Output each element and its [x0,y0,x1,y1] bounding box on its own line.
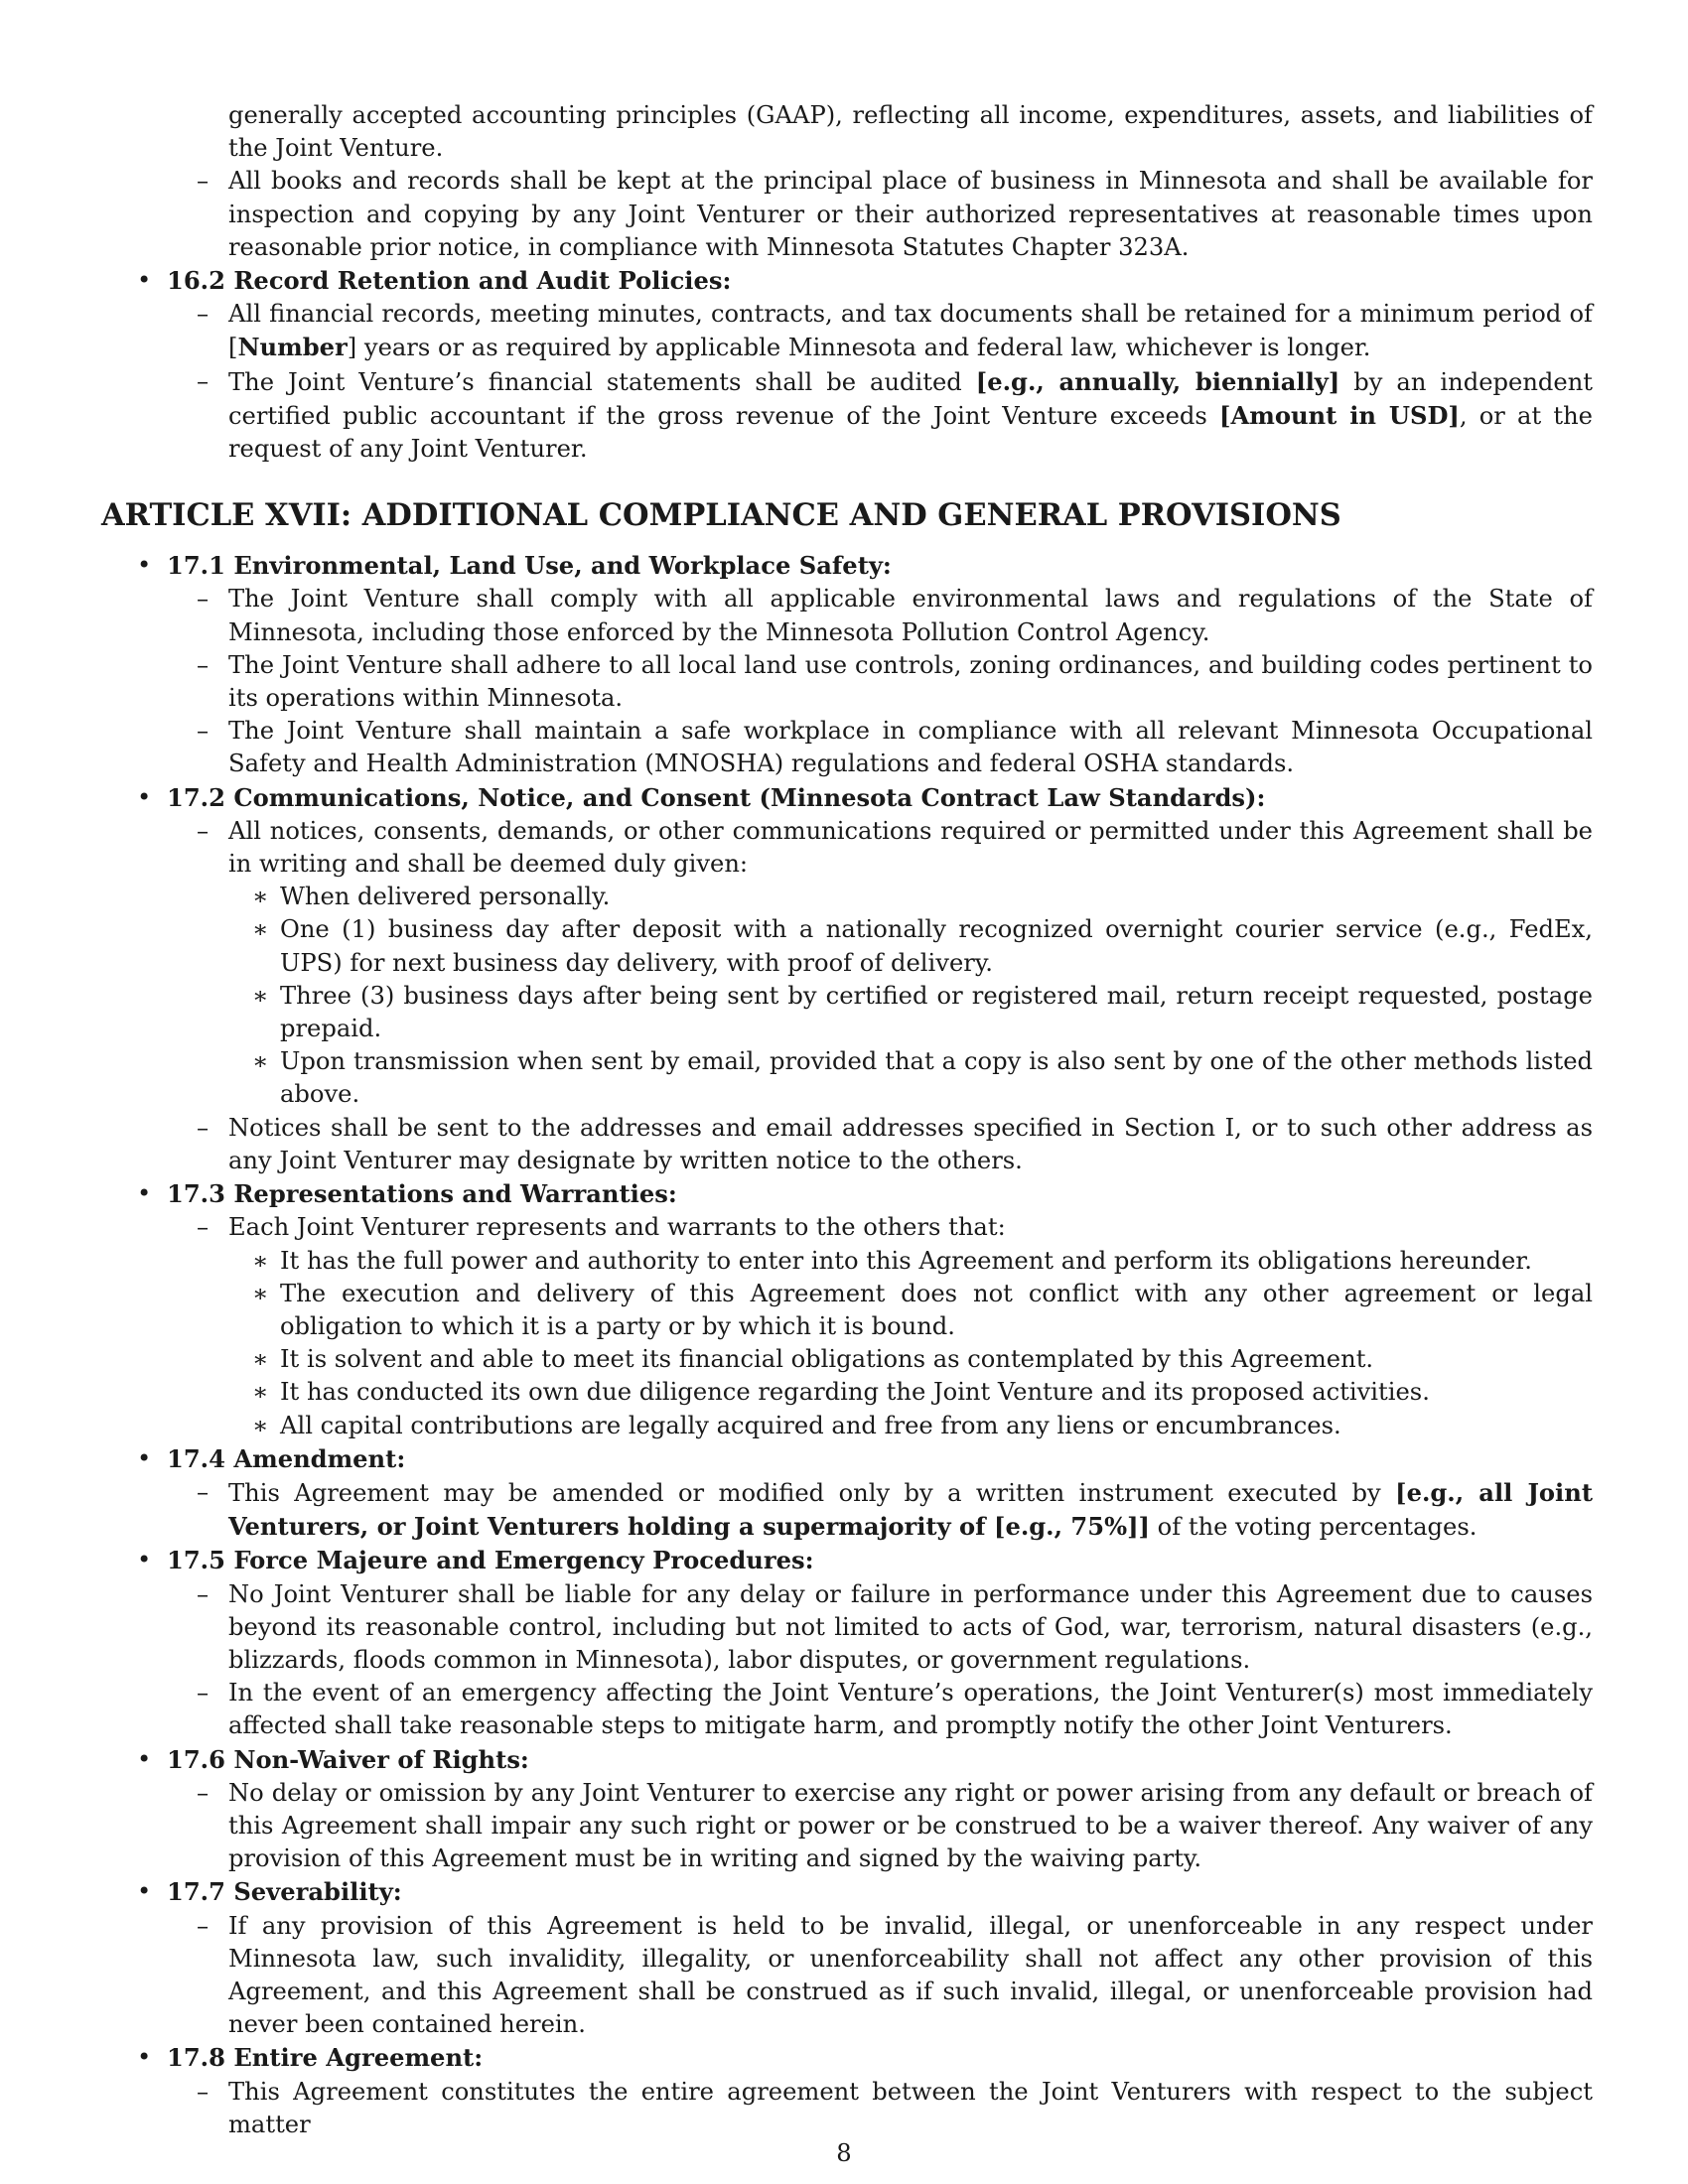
list-item-text: The Joint Venture shall comply with all applicable environmental laws and regulations of the State of Minnesota, including those enforced by the Minnesota Pollution Control Agency. [228,585,1593,646]
article-heading: ARTICLE XVII: ADDITIONAL COMPLIANCE AND GENERAL PROVISIONS [101,497,1341,534]
dash-marker: – [197,1113,210,1142]
bullet-marker: • [137,266,152,295]
list-item-text: The Joint Venture’s financial statements shall be audited [e.g., annually, biennially] by an independent certified public accountant if the gross revenue of the Joint Venture exceeds [Amount in USD], or at the request of any Joint Venturer. [228,366,1593,464]
bullet-marker: • [137,1443,152,1472]
sub-list-item-text: It is solvent and able to meet its financial obligations as contemplated by this Agreement. [280,1345,1374,1374]
section-17-2 [101,781,1593,815]
section-17-1 [101,549,1593,583]
list-item-text: The Joint Venture shall adhere to all local land use controls, zoning ordinances, and building codes pertinent to its operations within Minnesota. [228,650,1593,713]
section-17-5 [101,1544,1593,1577]
sub-list-item [101,980,1593,1045]
star-marker: ∗ [252,1378,269,1407]
star-marker: ∗ [252,883,269,911]
list-item [101,298,1593,364]
list-item [101,2076,1593,2141]
section-17-3 [101,1177,1593,1211]
list-item-text: In the event of an emergency affecting the Joint Venture’s operations, the Joint Venturer(s) most immediately affected shall take reasonable steps to mitigate harm, and promptly notify the other Joint Venturers. [228,1679,1593,1740]
section-17-4 [101,1442,1593,1476]
list-item [101,1677,1593,1742]
sub-list-item-text: When delivered personally. [280,883,611,911]
list-item-text: No delay or omission by any Joint Venturer to exercise any right or power arising from any default or breach of this Agreement shall impair any such right or power or be construed to be a waiver thereof. Any waiver of any provision of this Agreement must be in writing and signed by the waiving party. [228,1778,1593,1873]
dash-marker: – [197,1579,210,1608]
list-item [101,165,1593,264]
dash-marker: – [197,1477,210,1506]
section-17-8 [101,2041,1593,2075]
list-item [101,649,1593,715]
section-title: 17.4 Amendment: [167,1443,406,1473]
bullet-marker: • [137,1877,152,1906]
star-marker: ∗ [252,1411,269,1439]
dash-marker: – [197,816,210,845]
sub-list-item [101,881,1593,913]
star-marker: ∗ [252,1047,269,1076]
bullet-marker: • [137,782,152,811]
sub-list-item-text: It has the full power and authority to enter into this Agreement and perform its obligations hereunder. [280,1246,1532,1275]
bullet-marker: • [137,1179,152,1208]
list-item-text: No Joint Venturer shall be liable for any delay or failure in performance under this Agreement due to causes beyond its reasonable control, including but not limited to acts of God, war, terrorism, natural disasters (e.g., blizzards, floods common in Minnesota), labor disputes, or government regulations. [228,1579,1593,1674]
list-item-text: Each Joint Venturer represents and warrants to the others that: [228,1213,1006,1242]
list-item [101,583,1593,648]
sub-list-item [101,913,1593,979]
section-title: 17.2 Communications, Notice, and Consent (Minnesota Contract Law Standards): [167,782,1266,812]
list-item-text: All books and records shall be kept at the principal place of business in Minnesota and shall be available for inspection and copying by any Joint Venturer or their authorized representatives at reasonable times upon reasonable prior notice, in compliance with Minnesota Statutes Chapter 323A. [228,167,1593,261]
list-item [101,1211,1593,1244]
sub-list-item-text: Three (3) business days after being sent by certified or registered mail, return receipt requested, postage prepaid. [280,981,1593,1043]
list-item [101,1777,1593,1876]
list-item-text: If any provision of this Agreement is held to be invalid, illegal, or unenforceable in any respect under Minnesota law, such invalidity, illegality, or unenforceability shall not affect any other provision of this Agreement, and this Agreement shall be construed as if such invalid, illegal, or unenforceable provision had never been contained herein. [228,1911,1593,2039]
dash-marker: – [197,585,210,614]
star-marker: ∗ [252,1246,269,1275]
section-title: 17.3 Representations and Warranties: [167,1179,677,1209]
dash-marker: – [197,2077,210,2106]
dash-marker: – [197,1911,210,1940]
continued-paragraph: generally accepted accounting principles (GAAP), reflecting all income, expenditures, assets, and liabilities of the Joint Venture. [228,101,1593,163]
placeholder-field: [Amount in USD] [1219,400,1460,430]
list-item-text: Notices shall be sent to the addresses and email addresses specified in Section I, or to such other address as any Joint Venturer may designate by written notice to the others. [228,1113,1593,1174]
sub-list-item [101,1278,1593,1343]
document-page [101,99,1593,2141]
bullet-marker: • [137,1546,152,1574]
list-item [101,1578,1593,1678]
dash-marker: – [197,650,210,679]
section-17-7 [101,1875,1593,1909]
sub-list-item-text: One (1) business day after deposit with a nationally recognized overnight courier service (e.g., FedEx, UPS) for next business day delivery, with proof of delivery. [280,915,1593,977]
list-item [101,1476,1593,1544]
section-title: 17.1 Environmental, Land Use, and Workplace Safety: [167,551,892,581]
bullet-marker: • [137,1744,152,1773]
sub-list-item-text: The execution and delivery of this Agreement does not conflict with any other agreement or legal obligation to which it is a party or by which it is bound. [280,1279,1593,1340]
dash-marker: – [197,1778,210,1807]
placeholder-field: [e.g., all Joint Venturers, or Joint Venturers holding a supermajority of [e.g., 75%]] [228,1477,1593,1542]
dash-marker: – [197,300,210,329]
placeholder-field: Number [237,333,348,362]
star-marker: ∗ [252,981,269,1010]
sub-list-item [101,1245,1593,1278]
section-17-6 [101,1743,1593,1777]
page-number: 8 [836,2139,852,2167]
sub-list-item-text: It has conducted its own due diligence regarding the Joint Venture and its proposed activities. [280,1378,1430,1407]
sub-list-item [101,1343,1593,1376]
list-item [101,365,1593,467]
bullet-marker: • [137,551,152,580]
list-item [101,1112,1593,1177]
list-item-text: The Joint Venture shall maintain a safe workplace in compliance with all relevant Minnesota Occupational Safety and Health Administration (MNOSHA) regulations and federal OSHA standards. [228,717,1593,778]
list-item-text: This Agreement constitutes the entire agreement between the Joint Venturers with respect to the subject matter [228,2077,1593,2138]
star-marker: ∗ [252,1279,269,1307]
sub-list-item [101,1045,1593,1111]
bullet-marker: • [137,2043,152,2072]
list-item [101,1910,1593,2042]
section-title: 17.7 Severability: [167,1877,402,1907]
section-title: 17.6 Non-Waiver of Rights: [167,1744,529,1774]
section-title: 16.2 Record Retention and Audit Policies: [167,266,732,296]
sub-list-item [101,1376,1593,1409]
list-item [101,715,1593,780]
section-title: 17.8 Entire Agreement: [167,2043,484,2073]
section-16-2 [101,264,1593,298]
list-item [101,815,1593,881]
sub-list-item-text: Upon transmission when sent by email, provided that a copy is also sent by one of the other methods listed above. [280,1047,1593,1109]
list-item-text: This Agreement may be amended or modified only by a written instrument executed by [e.g., all Joint Venturers, or Joint Venturers holding a supermajority of [e.g., 75%]] of the voting percentages. [228,1477,1593,1542]
dash-marker: – [197,1213,210,1242]
section-title: 17.5 Force Majeure and Emergency Procedures: [167,1546,814,1575]
dash-marker: – [197,366,210,395]
star-marker: ∗ [252,1345,269,1374]
dash-marker: – [197,167,210,196]
star-marker: ∗ [252,915,269,944]
dash-marker: – [197,717,210,746]
sub-list-item-text: All capital contributions are legally acquired and free from any liens or encumbrances. [280,1411,1341,1439]
sub-list-item [101,1410,1593,1442]
placeholder-field: [e.g., annually, biennially] [975,366,1340,396]
list-item-text: All financial records, meeting minutes, contracts, and tax documents shall be retained for a minimum period of [Number] years or as required by applicable Minnesota and federal law, whichever is longer. [228,300,1593,362]
dash-marker: – [197,1679,210,1707]
list-item-text: All notices, consents, demands, or other communications required or permitted under this Agreement shall be in writing and shall be deemed duly given: [228,816,1593,879]
